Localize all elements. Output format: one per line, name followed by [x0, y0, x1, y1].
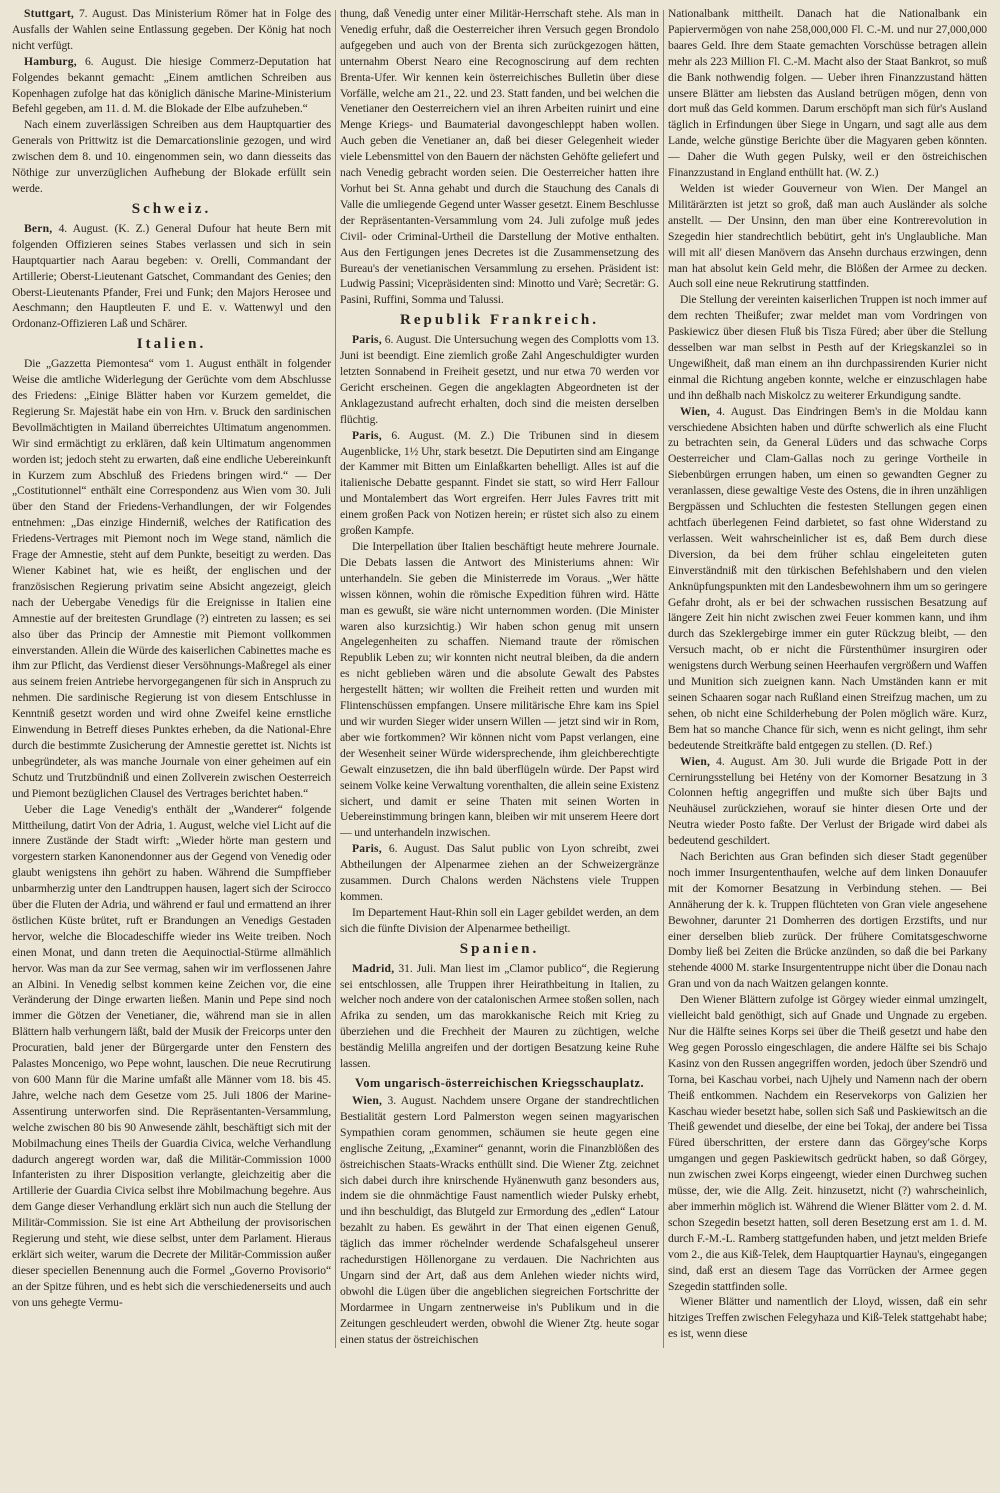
section-heading: Italien.	[136, 336, 207, 353]
article-paragraph	[340, 961, 659, 1072]
article-paragraph	[12, 802, 331, 1311]
section-heading: Spanien.	[459, 940, 540, 957]
paragraph-text: 4. August. Am 30. Juli wurde die Brigade Pott in der Cernirungsstellung bei Hetény von der Komorner Besatzung in 3 Colonnen heftig angegriffen und mußte sich über Bajts und Neuhäusel zurückziehen, worauf sie hinter diesen Orte und der Neutra wieder Posto faßte. Der Verlust der Brigade wird dabei als bedeutend geschildert.	[668, 754, 987, 848]
article-paragraph	[668, 404, 987, 754]
section-heading: Vom ungarisch-österreichischen Kriegsschauplatz.	[355, 1076, 644, 1090]
paragraph-text: 7. August. Das Ministerium Römer hat in Folge des Ausfalls der Wahlen seine Entlassung gegeben. Der König hat noch nicht verfügt.	[12, 7, 331, 52]
paragraph-text: Den Wiener Blättern zufolge ist Görgey wieder einmal umzingelt, vielleicht bald genöthigt, sich auf Gnade und Ungnade zu ergeben. Nur die Hälfte seines Korps sei über die Theiß gesetzt und habe den Weg gegen Porosslo eingeschlagen, die andere Hälfte sei bis Schajo Kasinz von den Russen angegriffen worden, jedoch über Szendrö und Torna, bei Kaschau vorbei, nach Ujhely und Namenn nach der obern Theiß entkommen. Nachdem ein Reservekorps von Galizien her Kaschau wieder besetzt habe, sollen sich Saß und Paskiewitsch an die Theiß gewendet und dieselbe, der eine bei Tokaj, der andere bei Tissa Füred überschritten, der erstere dann das Görgey'sche Korps umgangen und gegen Paskiewitsch gedrückt haben, so daß Görgey, nun zwischen zwei Korps eingeengt, wieder einen Durchweg suchen müsse, der, wie die Allg. Zeit. hinzusetzt, nicht (?) wahrscheinlich, aber immerhin möglich ist. Während die Wiener Blätter vom 2. d. M. schon Szegedin besetzt hatten, soll deren Besetzung erst am 1. d. M. durch F.-M.-L. Ramberg stattgefunden haben, und jetzt melden Briefe vom 2., die aus Kiß-Telek, dem Hauptquartier Haynau's, eingegangen sind, daß erst an diesem Tage das Vorrücken der Armee gegen Szegedin stattfinden solle.	[668, 993, 987, 1293]
paragraph-text: Nach Berichten aus Gran befinden sich dieser Stadt gegenüber noch immer Insurgententhaufen, welche auf dem linken Donauufer mit der Komorner Besatzung in Verbindung stehen. — Bei Annäherung der k. k. Truppen flüchteten von Gran viele angesehene Bewohner, darunter 21 Domherren des dortigen Erzstifts, und nur einer derselben blieb zurück. Der frühere Comitatsgeschworne Domby ließ bei Zeiten die Brücke anzünden, so daß die bei Parkany stehende 4000 M. starke Insurgententruppe nicht über die Donau nach Gran und von da nach Waitzen gelangen konnte.	[668, 850, 987, 991]
paragraph-text: 4. August. Das Eindringen Bem's in die Moldau kann verschiedene Absichten haben und dürfte schwerlich als eine Flucht zu betrachten sein, da General Lüders und das schwache Corps Oesterreicher und Clam-Gallas noch zu geringe Vortheile in Siebenbürgen errungen haben, um einen so gewandten Gegner zu veranlassen, diese gewaltige Veste des Ostens, die in ihren unzähligen Bergpässen und Schluchten die festesten Stellungen gegen einen achtfach überlegenen Feind darbietet, so fast ohne Widerstand zu verlassen. Weit wahrscheinlicher ist es, daß Bem durch diese Diversion, da bei dem früher schlau eingeleiteten guten Einverständniß mit den türkischen Befehlshabern und den vielen Anknüpfungspunkten mit den Landesbewohnern ihm um so geringere Gefahr droht, als er bei der schwachen russischen Besatzung auf längere Zeit hin nicht zwischen zwei Feuer kommen kann, und ihm durch das Szeklergebirge immer ein guter Rückzug bleibt, — den Versuch macht, ob er nicht die Fürstenthümer insurgiren oder wenigstens durch Werbung seinen Heerhaufen vergrößern und Waffen und Munition sich zueignen kann. Nach Umständen kann er mit seinen Schaaren sogar nach Rußland einen Streifzug machen, um zu sehen, ob nicht eine Schilderhebung der Polen möglich wäre. Kurz, Bem hat so manche Chance für sich, wenn es nicht gelingt, ihm sehr bedeutende Streitkräfte bald entgegen zu stellen. (D. Ref.)	[668, 404, 987, 752]
article-paragraph	[340, 332, 659, 427]
section-heading: Schweiz.	[131, 200, 212, 217]
paragraph-text: Im Departement Haut-Rhin soll ein Lager gebildet werden, an dem sich die fünfte Division der Alpenarmee betheiligt.	[340, 905, 659, 935]
paragraph-text: thung, daß Venedig unter einer Militär-Herrschaft stehe. Als man in Venedig erfuhr, daß die Oesterreicher ihren Versuch gegen Brondolo aufgegeben und auch von der Brenta sich zurückgezogen hätten, unternahm Oberst Nearo eine Recognoscirung auf dem rechten Brenta-Ufer. Wir kennen kein österreichisches Bulletin über diese Vorfälle, welche am 21., 22. und 23. Statt fanden, und bei welchen die Venetianer den Oesterreichern viel an ihren Arbeiten ruinirt und eine Menge Kriegs- und Baumaterial davongeschleppt haben wollen. Auch geben die Venetianer an, daß bei dieser Gelegenheit wieder viele Lebensmittel von den Bauern der nächsten Gehöfte geliefert und nach Venedig gebracht worden seien. Die Oesterreicher hatten ihre Vorhut bei St. Anna gehabt und durch die Stauchung des Canals di Valle die umliegende Gegend unter Wasser gesetzt. Einem Beschlusse der Repräsentanten-Versammlung vom 24. Juli zufolge muß jedes Civil- oder Criminal-Urtheil die Darstellung der Motive enthalten. Aus den Fertigungen jenes Decretes ist die Zusammensetzung des Bureau's der venetianischen Versammlung zu ersehen. Präsident ist: Ludwig Passini; Vicepräsidenten sind: Minotto und Varè; Secretär: G. Pasini, Ruffini, Somma und Talussi.	[340, 7, 659, 307]
paragraph-text: 3. August. Nachdem unsere Organe der standrechtlichen Bestialität gestern Lord Palmerston wegen seinen magyarischen Sympathien coram genommen, schäumen sie heute gegen eine englische Zeitung, „Examiner“ genannt, worin die Finanzblößen des östreichischen Staats-Wracks enthüllt sind. Die Wiener Ztg. zeichnet sich dabei durch ihre knirschende Hyänenwuth ganz besonders aus, indem sie die ohnmächtige Faust namentlich wieder Pulsky erhebt, und ihn beschuldigt, das Blutgeld zur Ermordung des „edlen“ Latour bezahlt zu haben. Es gewährt in der That einen eigenen Genuß, täglich das immer röchelnder werdende Schafalsgeheul unserer rachedurstigen Höllenorgane zu verdauen. Die Nachrichten aus Ungarn sind der Art, daß aus dem Anlehen wieder nichts wird, obwohl die Lügen über die angeblichen siegreichen Fortschritte der Mordarmee in Ungarn zentnerweise in's Publikum und in die Zeitungen geschleudert werden, obwohl die Wiener Ztg. heute sogar einen status der östreichischen	[340, 1094, 659, 1346]
article-paragraph	[668, 6, 987, 181]
article-paragraph	[12, 117, 331, 197]
article-paragraph	[340, 905, 659, 937]
article-paragraph	[668, 181, 987, 292]
article-paragraph	[668, 292, 987, 403]
column-3	[664, 6, 991, 1348]
article-paragraph	[340, 841, 659, 905]
dateline-place: Wien,	[680, 404, 711, 418]
article-paragraph	[12, 356, 331, 801]
paragraph-text: 4. August. (K. Z.) General Dufour hat heute Bern mit folgenden Offizieren seines Stabes verlassen und sich in sein Hauptquartier nach Aarau begeben: v. Orelli, Commandant der Artillerie; Oberst-Lieutenant Gatschet, Commandant des Genies; den Oberst-Lieutenants Pfander, Frei und Funk; den Majors Herosee und Aeschmann; den Hauptleuten F. und E. v. Wattenwyl und den Ordonanz-Offizieren Laß und Schärer.	[12, 221, 331, 331]
article-paragraph	[340, 1093, 659, 1348]
section-heading: Republik Frankreich.	[400, 312, 599, 329]
paragraph-text: Welden ist wieder Gouverneur von Wien. Der Mangel an Militärärzten ist jetzt so groß, daß man auch Ausländer als solche anstellt. — Der Unsinn, den man über eine Kontrerevolution in Szegedin hier standrechtlich bebütirt, geht in's Unglaubliche. Man will mit all' diesen Manövern das Ansehn durchaus erzwingen, denn man hat absolut kein Geld mehr, die Blößen der Armee zu decken. Auch soll eine neue Rekrutirung stattfinden.	[668, 181, 987, 291]
article-paragraph	[668, 992, 987, 1294]
dateline-place: Stuttgart,	[24, 7, 74, 20]
article-paragraph	[340, 428, 659, 539]
paragraph-text: Nach einem zuverlässigen Schreiben aus dem Hauptquartier des Generals von Prittwitz ist die Demarcationslinie gezogen, und wird zwischen dem 8. und 10. eingenommen sein, wo dann diesseits das Nöthige zur unverzüglichen Aufhebung der Blokade erfüllt sein werde.	[12, 118, 331, 195]
dateline-place: Wien,	[680, 754, 711, 768]
paragraph-text: 6. August. (M. Z.) Die Tribunen sind in diesem Augenblicke, 1½ Uhr, stark besetzt. Die Deputirten sind am Eingange der Kammer mit Bitten um Einlaßkarten behelligt. Alles ist auf die italienische Debatte gespannt. Findet sie statt, so wird Herr Fallour und Montalembert das Wort ergreifen. Herr Jules Favres tritt mit einem großen Pack von Notizen herein; er rüstet sich also zu einem großen Kampfe.	[340, 428, 659, 538]
article-paragraph	[668, 754, 987, 849]
paragraph-text: Wiener Blätter und namentlich der Lloyd, wissen, daß ein sehr hitziges Treffen zwischen Felegyhaza und Kiß-Telek stattgehabt habe; es ist, wenn diese	[668, 1295, 987, 1341]
dateline-place: Paris,	[352, 333, 382, 347]
dateline-place: Bern,	[24, 221, 53, 235]
paragraph-text: Nationalbank mittheilt. Danach hat die Nationalbank ein Papiervermögen von nahe 258,000,000 Fl. C.-M. und nur 27,000,000 baares Geld. Ihre dem Staate gemachten Vorschüsse betragen allein mehr als 223 Million Fl. C.-M. Macht also der Staat Bankrot, so muß die Bank nothwendig folgen. — Ueber ihren Finanzzustand hätten unsere Blätter am liebsten das Ausland betrügen mögen, denn von dort muß das Geld kommen. Darum erschöpft man sich für's Ausland täglich in Erfindungen über Siege in Ungarn, und sagt alle aus dem Lande, welche günstige Berichte über die Magyaren geben könnten. — Daher die Wuth gegen Pulsky, weil er den östreichischen Finanzzustand in England enthüllt hat. (W. Z.)	[668, 7, 987, 180]
paragraph-text: 6. August. Das Salut public von Lyon schreibt, zwei Abtheilungen der Alpenarmee ziehen an der Schweizergränze zusammen. Durch Chalons werden Nächstens viele Truppen kommen.	[340, 842, 659, 903]
paragraph-text: Ueber die Lage Venedig's enthält der „Wanderer“ folgende Mittheilung, datirt Von der Adria, 1. August, welche viel Licht auf die innere Zustände der Stadt wirft: „Wieder hörte man gestern und vorgestern starken Kanonendonner aus der Gegend von Venedig oder glaubt wenigstens ihn gehört zu haben. Während die Sumpffieber unbarmherzig unter den Landtruppen hausen, lagert sich der Scirocco über die Fluten der Adria, und während er faul und ermattend an ihrer östlichen Küste brütet, ruft er Brandungen an Venedigs Gestaden hervor, welche die Blocadeschiffe wieder ins Weite treiben. Noch einen Monat, und dann treten die Aequinoctial-Stürme allmählich hervor. Was man da zur See vermag, sahen wir im verflossenen Jahre an Albini. In Venedig selbst kommen keine Zeichen vor, die eine Veränderung der Dinge erwarten ließen. Manin und Pepe sind noch immer die Götzen der Venetianer, die, während man sie in allen Blättern halb verhungern läßt, bald der Musik der Freicorps unter den Procuratien, bald jener der Bürgergarde unter den Fenstern des Palastes Moncenigo, wo Pepe wohnt, lauschen. Die neue Recrutirung von 600 Mann für die Marine umfaßt alle Männer vom 18. bis 45. Jahre, welche nach dem Gesetze vom 25. Juli 1806 der Marine-Assentirung unterworfen sind. Die Repräsentanten-Versammlung, welche zwischen 80 bis 90 Anwesende zählt, beschäftigt sich mit der Mobilmachung eines Theils der Guardia Civica, welche Verhandlung dadurch angeregt worden war, daß die Militär-Commission 1000 Infanteristen zu ihrer Disposition verlangte, gleichzeitig aber die Artillerie der Guardia Civica selbst ihre Mobilmachung begehre. Aus dem Gange dieser Verhandlung erklärt sich nun auch die Stellung der Militär-Commission. Sie ist eine Art Abtheilung der provisorischen Regierung und steht, wie diese selbst, unter dem Parlament. Hieraus erklärt sich weiter, warum die Decrete der Militär-Commission außer dieser speciellen Benennung auch die Formel „Governo Provisorio“ an der Spitze führen, und es hebt sich die verschiedenerseits und auch von uns gehegte Vermu-	[12, 802, 331, 1309]
article-paragraph	[668, 849, 987, 992]
dateline-place: Wien,	[352, 1094, 383, 1107]
paragraph-text: Die „Gazzetta Piemontesa“ vom 1. August enthält in folgender Weise die amtliche Widerlegung der Gerüchte vom dem Abschlusse des Friedens: „Einige Blätter haben vor Kurzem gemeldet, die Regierung Sr. Majestät habe ein von Hrn. v. Bruck den sardinischen Bevollmächtigten in Mailand überreichtes Ultimatum angenommen. Wir sind ermächtigt zu erklären, daß kein Ultimatum angenommen worden ist; jedoch steht zu erwarten, daß eine endliche Uebereinkunft in Kurzem zum Abschluß des Friedens bringen wird.“ — Der „Costitutionnel“ enthält eine Correspondenz aus Wien vom 30. Juli über den Stand der Friedens-Verhandlungen, der wir Folgendes entnehmen: „Das einzige Hinderniß, welches der Ratification des Friedens-Vertrages mit Piemont noch im Wege stand, nämlich die Frage der Amnestie, steht auf dem Punkte, beseitigt zu werden. Das Wiener Kabinet hat, wie es heißt, der englischen und der französischen Regierung privatim seine Absicht angezeigt, gleich nach der Uebergabe Venedigs für die Ereignisse in Italien eine Amnestie auf der breitesten Grundlage (?) eintreten zu lassen; es sei also über das Princip der Amnestie mit Piemont vollkommen einverstanden. Allein die Würde des kaiserlichen Cabinettes mache es ihm zur Pflicht, das Verdienst dieser Versöhnungs-Maßregel als einer aus seinem freien Antriebe hervorgegangenen für sich in Anspruch zu nehmen. Die sardinische Regierung ist von diesem Entschlusse in Kenntniß gesetzt worden und wird ohne Zweifel keine ernstliche Einwendung in Betreff dieses Punktes erheben, da die National-Ehre durch die bestimmte Zusicherung der Amnestie gerettet ist. Nichts ist unbegründeter, als was manche Journale von einer geheimen auf ein Schutz und Trutzbündniß und einen Zollverein zwischen Oesterreich und Piemont bezüglichen Clausel des Vertrages berichtet haben.“	[12, 357, 331, 800]
column-1	[8, 6, 335, 1348]
article-paragraph	[12, 6, 331, 54]
paragraph-text: 6. August. Die Untersuchung wegen des Complotts vom 13. Juni ist beendigt. Eine ziemlich große Zahl Angeschuldigter wurden letzten Sonnabend in Freiheit gesetzt, und nur etwa 70 werden vor Gericht erscheinen. Gegen die angeklagten Abgeordneten ist der Anklagezustand aufrecht erhalten, doch sind die meisten derselben flüchtig.	[340, 333, 659, 426]
article-paragraph	[668, 1294, 987, 1342]
dateline-place: Paris,	[352, 428, 382, 442]
paragraph-text: 6. August. Die hiesige Commerz-Deputation hat Folgendes bekannt gemacht: „Einem amtlichen Schreiben aus Kopenhagen zufolge hat das königlich dänische Marine-Ministerium Befehl gegeben, am 11. d. M. die Blokade der Elbe aufzuheben.“	[12, 54, 331, 116]
dateline-place: Paris,	[352, 842, 382, 856]
paragraph-text: Die Stellung der vereinten kaiserlichen Truppen ist noch immer auf dem rechten Theißufer; zwar meldet man vom Vordringen von Paskiewicz über diesen Fluß bis Tisza Füred; aber über die Stellung desselben war man selbst in Pesth auf der Kriegskanzlei so in Ungewißheit, daß man einem an ihn durchpassirenden Kurier nicht einmal die Richtung angeben konnte, welche er einzuschlagen habe und ihn deßhalb nach Miskolcz zu weiterer Erkundigung sandte.	[668, 293, 987, 402]
article-paragraph	[340, 539, 659, 841]
dateline-place: Hamburg,	[24, 54, 77, 68]
paragraph-text: 31. Juli. Man liest im „Clamor publico“, die Regierung sei entschlossen, alle Truppen ihrer Heirathbeitung in Italien, zu welcher noch andere von der catalonischen Armee stoßen sollen, nach Afrika zu senden, um das marokkanische Reich mit Krieg zu überziehen und die Frechheit der Mauren zu züchtigen, welche beständig Melilla angreifen und der dortigen Besatzung keine Ruhe lassen.	[340, 961, 659, 1071]
article-paragraph	[12, 221, 331, 332]
article-paragraph	[12, 54, 331, 118]
column-2	[336, 6, 663, 1348]
dateline-place: Madrid,	[352, 961, 395, 975]
paragraph-text: Die Interpellation über Italien beschäftigt heute mehrere Journale. Die Debats lassen die Antwort des Ministeriums ahnen: Wir unterhandeln. Sie geben die Ministerrede im Voraus. „Wer hätte wissen können, wohin die römische Expedition führen wird. Hätte man es gewußt, sie wäre nicht unternommen worden. (Die Minister waren also kurzsichtig.) Wir haben schon genug mit unsern Angelegenheiten zu schaffen. Niemand traute der römischen Republik Leben zu; wir konnten nicht neutral bleiben, da die andern es nicht geblieben wären und die absolute Gewalt des Pabstes hergestellt hätten; wir wollten die Freiheit retten und wurden mit Flintenschüssen empfangen. Unsere militärische Ehre kam ins Spiel und wir wurden Sieger wider unsern Willen — jetzt sind wir in Rom, aber wie fortkommen? Wir können nicht vom Papst verlangen, eine der Wesenheit seiner Würde widersprechende, ihm gleichberechtigte Gewalt einzusetzen, die ihn bald überflügeln würde. Der Papst wird seinem Volke keine Verwaltung vorenthalten, die allein seine Existenz sichert, und damit er seine Thaten mit seinen Worten in Uebereinstimmung bringen kann, bleiben wir mit unserem Heere dort — und unterhandeln inzwischen.	[340, 540, 659, 840]
article-paragraph	[340, 6, 659, 308]
